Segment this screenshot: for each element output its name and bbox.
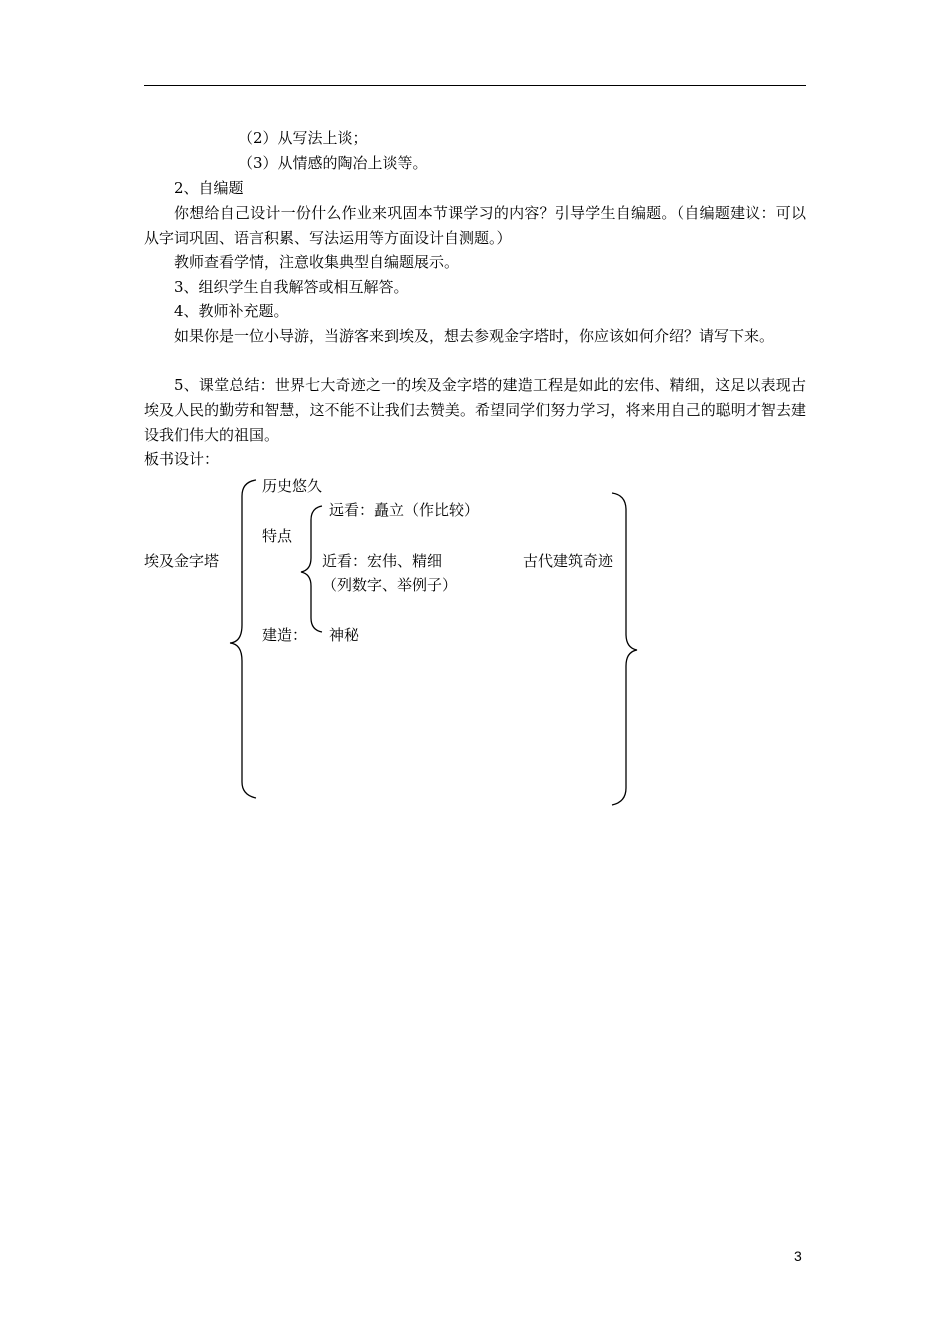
board-features-label: 特点 <box>262 527 293 545</box>
board-conclusion: 古代建筑奇迹 <box>523 552 614 570</box>
board-near-view-methods: （列数字、举例子） <box>322 576 458 594</box>
list-item-3: （3）从情感的陶冶上谈等。 <box>238 154 428 172</box>
list-item-2: （2）从写法上谈； <box>238 129 368 147</box>
step-3: 3、组织学生自我解答或相互解答。 <box>174 278 409 296</box>
teacher-note: 教师查看学情，注意收集典型自编题展示。 <box>174 253 460 271</box>
board-far-view: 远看：矗立（作比较） <box>329 501 480 519</box>
board-near-view: 近看：宏伟、精细 <box>322 552 443 570</box>
left-outer-brace <box>230 480 256 798</box>
board-main-subject: 埃及金字塔 <box>144 552 220 570</box>
board-history: 历史悠久 <box>262 477 323 495</box>
board-construction-label: 建造： <box>262 626 308 644</box>
board-design-label: 板书设计： <box>144 450 220 468</box>
header-rule <box>144 85 806 86</box>
step-4: 4、教师补充题。 <box>174 302 289 320</box>
right-outer-brace <box>612 493 637 805</box>
inner-brace <box>301 506 322 632</box>
page-number: 3 <box>794 1248 802 1264</box>
board-construction-value: 神秘 <box>329 626 360 644</box>
step-2-heading: 2、自编题 <box>174 179 244 197</box>
lesson-summary: 5、课堂总结：世界七大奇迹之一的埃及金字塔的建造工程是如此的宏伟、精细，这足以表现古埃及人民的勤劳和智慧，这不能不让我们去赞美。希望同学们努力学习，将来用自己的聪明才智去建设我们伟大的祖国。 <box>144 376 806 444</box>
supplement-question: 如果你是一位小导游，当游客来到埃及，想去参观金字塔时，你应该如何介绍？请写下来。 <box>174 327 775 345</box>
step-2-body: 你想给自己设计一份什么作业来巩固本节课学习的内容？引导学生自编题。（自编题建议：可以从字词巩固、语言积累、写法运用等方面设计自测题。） <box>144 204 806 247</box>
